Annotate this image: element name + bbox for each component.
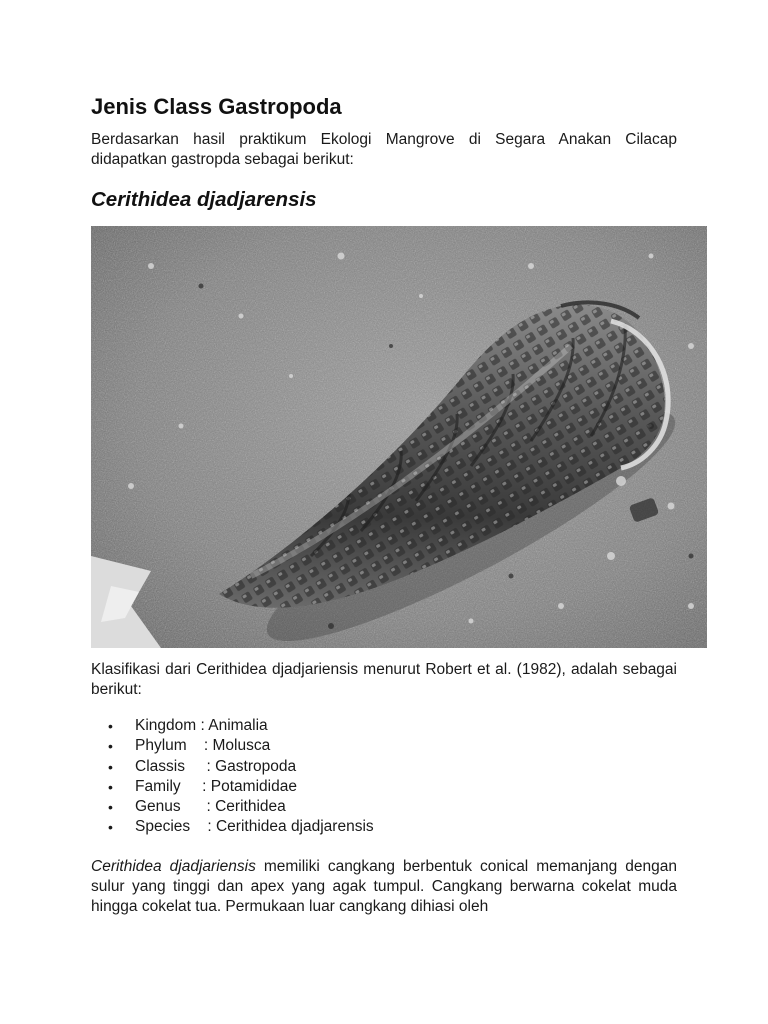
taxonomy-species: • Species : Cerithidea djadjarensis: [91, 817, 677, 837]
shell-photo: [91, 226, 707, 648]
description-text: memiliki cangkang berbentuk conical memanjang dengan sulur yang tinggi dan apex yang agak tumpul. Cangkang berwarna cokelat muda hingga cokelat tua. Permukaan luar cangkang dihiasi oleh: [91, 857, 677, 915]
taxonomy-kingdom: • Kingdom : Animalia: [91, 716, 677, 736]
taxonomy-genus: • Genus : Cerithidea: [91, 797, 677, 817]
page-title: Jenis Class Gastropoda: [91, 94, 342, 119]
taxonomy-phylum: • Phylum : Molusca: [91, 736, 677, 756]
taxonomy-list: [91, 716, 677, 838]
species-heading: Cerithidea djadjarensis: [91, 188, 317, 211]
classification-intro: Klasifikasi dari Cerithidea djadjariensis menurut Robert et al. (1982), adalah sebagai berikut:: [91, 661, 677, 698]
intro-paragraph: Berdasarkan hasil praktikum Ekologi Mangrove di Segara Anakan Cilacap didapatkan gastropda sebagai berikut:: [91, 131, 677, 168]
taxonomy-family: • Family : Potamididae: [91, 777, 677, 797]
taxonomy-classis: • Classis : Gastropoda: [91, 757, 677, 777]
document-content: [91, 92, 677, 917]
species-name-italic: Cerithidea djadjariensis: [91, 857, 256, 875]
description-paragraph: [91, 857, 677, 917]
